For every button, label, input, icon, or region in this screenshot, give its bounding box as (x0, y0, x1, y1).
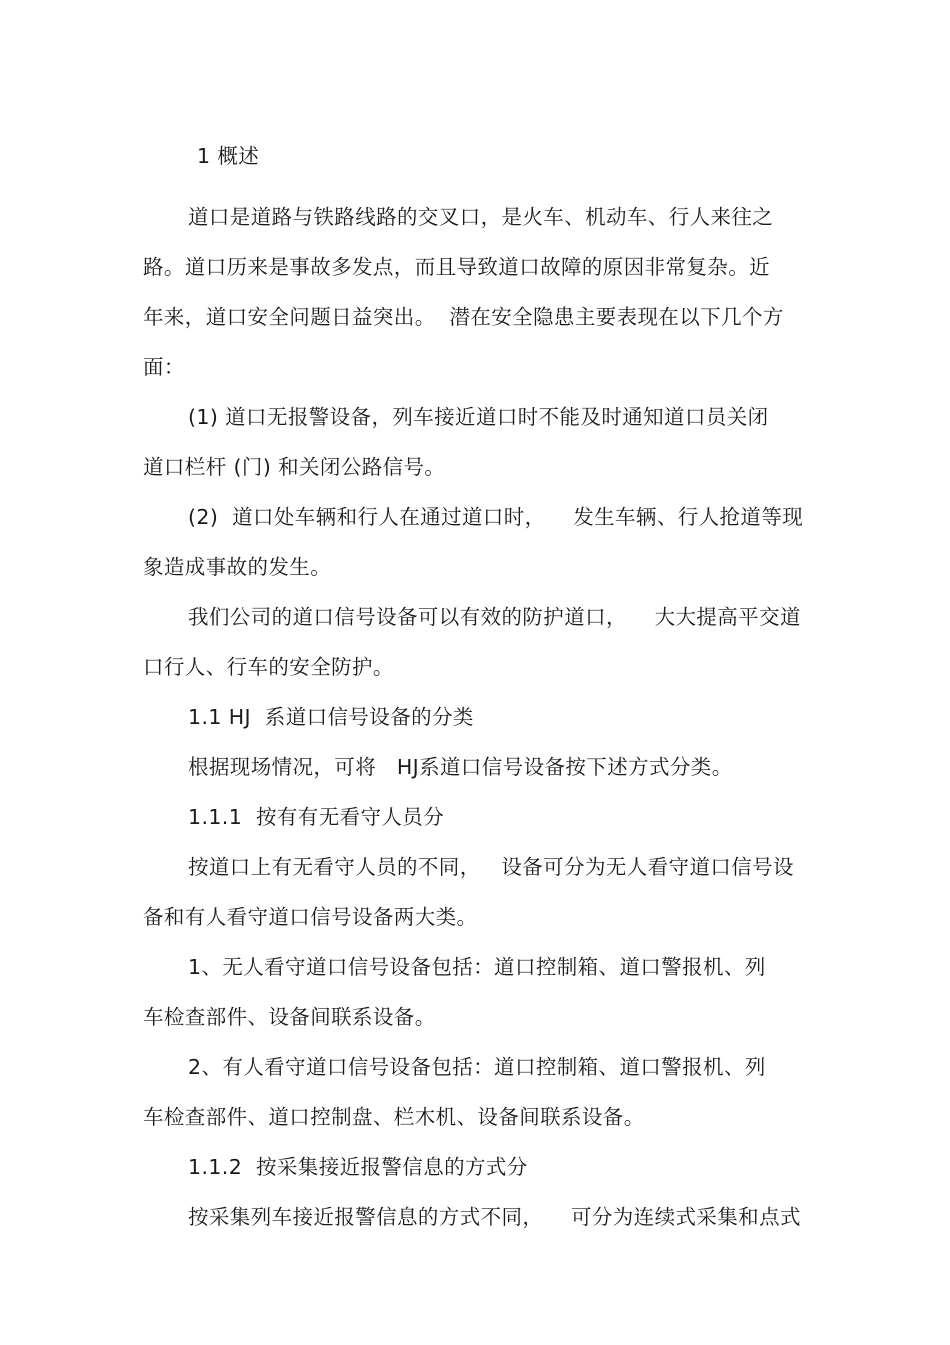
list-item-line: 2、有人看守道口信号设备包括：道口控制箱、道口警报机、列 (188, 1055, 766, 1079)
list-item-line: 车检查部件、道口控制盘、栏木机、设备间联系设备。 (143, 1105, 645, 1129)
list-item-line: 象造成事故的发生。 (143, 555, 332, 579)
list-item-line: 道口栏杆 (门) 和关闭公路信号。 (143, 455, 446, 479)
list-item-line: 1、无人看守道口信号设备包括：道口控制箱、道口警报机、列 (188, 955, 766, 979)
paragraph-line: 按道口上有无看守人员的不同， 设备可分为无人看守道口信号设 (188, 855, 794, 879)
paragraph-line: 按采集列车接近报警信息的方式不同， 可分为连续式采集和点式 (188, 1205, 801, 1229)
paragraph-line: 年来，道口安全问题日益突出。 潜在安全隐患主要表现在以下几个方 (143, 305, 784, 329)
paragraph-line: 备和有人看守道口信号设备两大类。 (143, 905, 478, 929)
section-heading-1: 1 概述 (197, 144, 260, 168)
section-heading-1-1: 1.1 HJ 系道口信号设备的分类 (188, 705, 474, 729)
paragraph-line: 道口是道路与铁路线路的交叉口，是火车、机动车、行人来往之 (188, 205, 774, 229)
section-heading-1-1-2: 1.1.2 按采集接近报警信息的方式分 (188, 1155, 528, 1179)
list-item-line: (2) 道口处车辆和行人在通过道口时， 发生车辆、行人抢道等现 (188, 505, 804, 529)
list-item-line: (1) 道口无报警设备，列车接近道口时不能及时通知道口员关闭 (188, 405, 769, 429)
section-heading-1-1-1: 1.1.1 按有有无看守人员分 (188, 805, 445, 829)
paragraph-line: 面： (143, 355, 185, 379)
paragraph-line: 我们公司的道口信号设备可以有效的防护道口， 大大提高平交道 (188, 605, 801, 629)
list-item-line: 车检查部件、设备间联系设备。 (143, 1005, 436, 1029)
paragraph-line: 口行人、行车的安全防护。 (143, 655, 394, 679)
paragraph-line: 根据现场情况，可将 HJ系道口信号设备按下述方式分类。 (188, 755, 733, 779)
paragraph-line: 路。道口历来是事故多发点，而且导致道口故障的原因非常复杂。近 (143, 255, 770, 279)
